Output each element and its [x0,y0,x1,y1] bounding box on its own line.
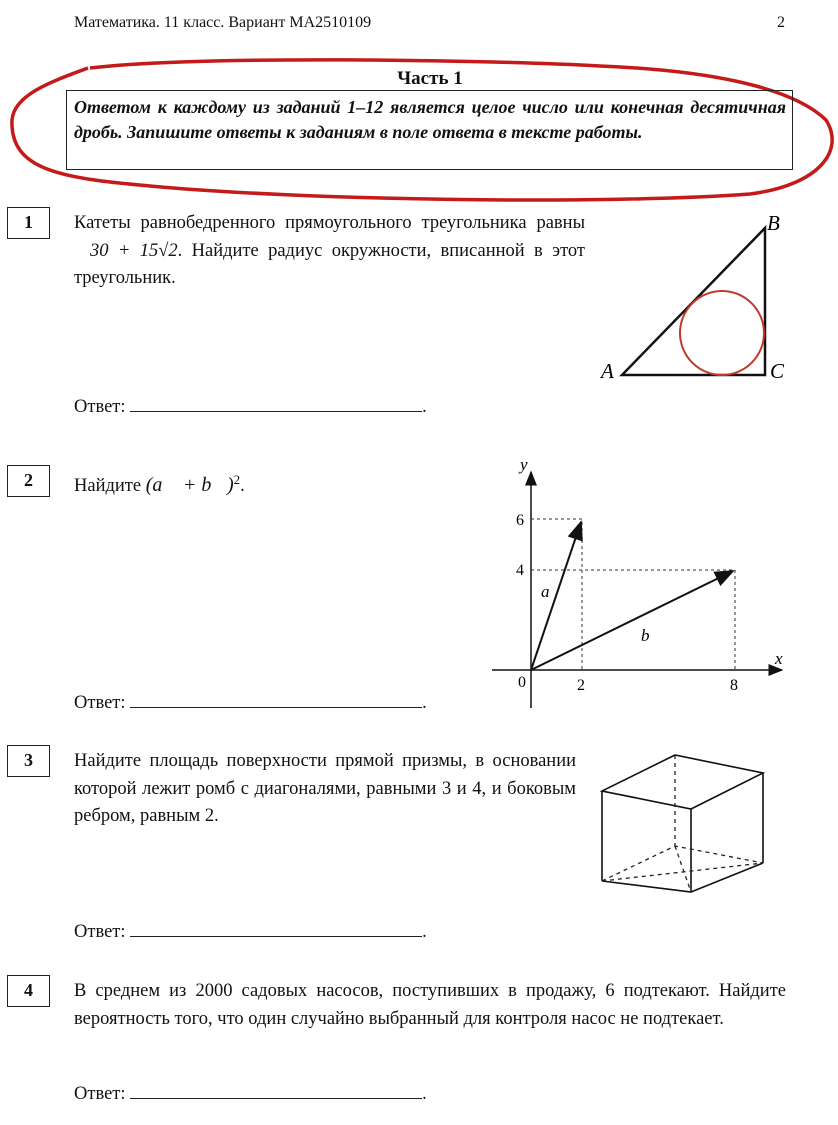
triangle-figure [595,210,795,390]
x-tick-2: 2 [577,677,585,694]
x-axis-label: x [775,649,783,668]
x-tick-8: 8 [730,677,738,694]
label-b: B [767,211,780,235]
vector-graph [480,450,800,720]
task-1-text [74,210,585,293]
answer-label: Ответ: [74,922,126,942]
answer-field-2[interactable]: Ответ: . [74,689,427,714]
answer-label: Ответ: [74,1084,126,1104]
task-1-text-a: Катеты равнобедренного прямоугольного треугольника равны [74,213,585,233]
task-number-3: 3 [7,745,50,777]
y-axis-label: y [520,455,528,474]
page-number: 2 [777,14,785,31]
task-1-formula: 30 + 15√2 [90,240,178,261]
answer-label: Ответ: [74,693,126,713]
answer-field-1[interactable]: Ответ: . [74,393,427,418]
task-number-2: 2 [7,465,50,497]
instructions-box: Ответом к каждому из заданий 1–12 является целое число или конечная десятичная дробь. Запишите ответы к заданиям в поле ответа в тексте работы. [66,90,793,170]
task-2-text: Найдите (a⃗ + b⃗)$^2$. [74,472,245,497]
label-a: A [601,359,614,383]
inscribed-circle [680,291,764,375]
task-2-exponent: 2 [233,472,241,487]
task-3-text: Найдите площадь поверхности прямой призмы, в основании которой лежит ромб с диагоналями, равными 3 и 4, и боковым ребром, равным 2. [74,751,576,826]
header-title: Математика. 11 класс. Вариант МА2510109 [74,14,372,31]
task-2-formula: (a⃗ + b⃗) [145,474,234,497]
answer-field-4[interactable]: Ответ: . [74,1080,427,1105]
task-number-1: 1 [7,207,50,239]
origin-label: 0 [518,674,526,691]
answer-field-3[interactable]: Ответ: . [74,918,427,943]
prism-figure [590,745,780,900]
answer-label: Ответ: [74,397,126,417]
vector-b-label: b⃗ [641,626,663,645]
vector-a-label: a⃗ [541,582,563,601]
y-tick-6: 6 [516,512,524,529]
y-tick-4: 4 [516,562,524,579]
task-2-label: Найдите [74,476,142,497]
task-1-text-b: . Найдите радиус окружности, вписанной в этот треугольник. [74,240,586,288]
task-4-text: В среднем из 2000 садовых насосов, поступивших в продажу, 6 подтекают. Найдите вероятность того, что один случайно выбранный для контроля насос не подтекает. [74,981,786,1029]
label-c: C [770,359,785,383]
part-title: Часть 1 [397,68,463,89]
task-number-4: 4 [7,975,50,1007]
